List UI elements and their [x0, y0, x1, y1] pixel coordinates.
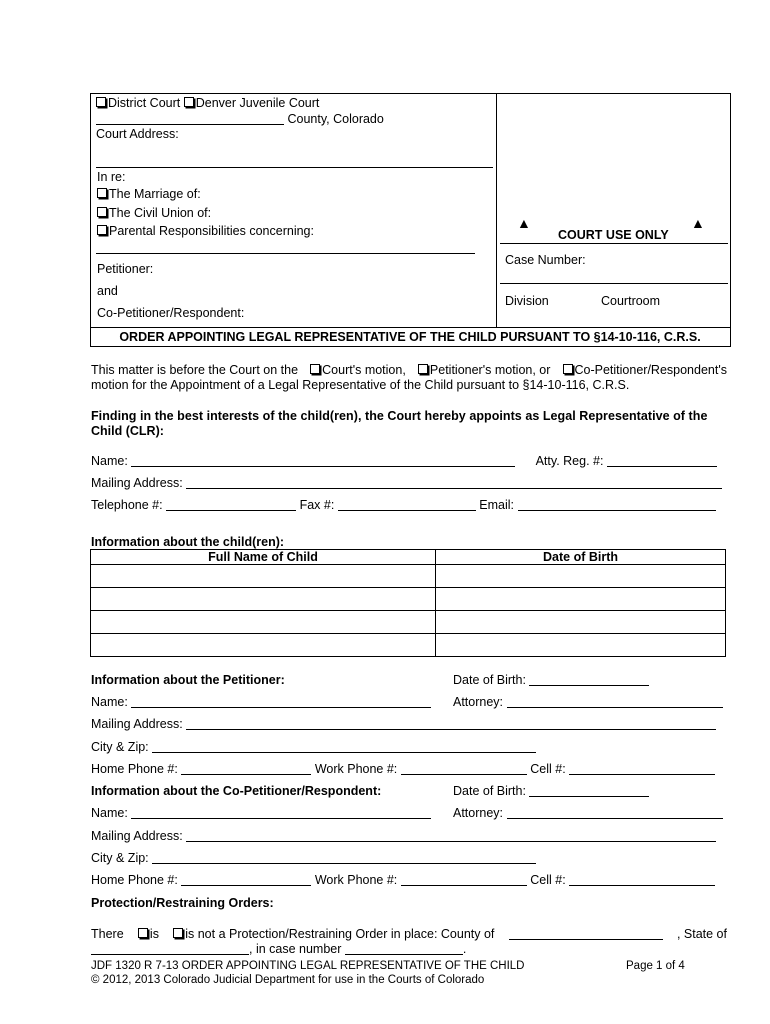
- court-type-options: [96, 96, 319, 110]
- is-label: is: [149, 927, 159, 941]
- petitioner-work-label: Work Phone #:: [314, 762, 398, 776]
- clr-contact-row: [91, 498, 727, 512]
- petitioner-dob-field[interactable]: [529, 673, 649, 686]
- marriage-option: [97, 187, 201, 201]
- co-petitioner-work-label: Work Phone #:: [314, 873, 398, 887]
- child-name-cell[interactable]: [91, 588, 436, 611]
- district-court-checkbox[interactable]: [96, 97, 106, 107]
- clr-name-label: Name:: [91, 454, 128, 468]
- clr-mailing-row: [91, 476, 727, 490]
- court-use-rule: [500, 243, 728, 244]
- petitioner-home-field[interactable]: [181, 762, 311, 775]
- petitioner-city-row: [91, 740, 536, 754]
- denver-juvenile-checkbox[interactable]: [184, 97, 194, 107]
- co-petitioner-phones-row: [91, 873, 727, 887]
- finding-line-1: Finding in the best interests of the child(ren), the Court hereby appoints as Legal Representative of the: [91, 409, 708, 423]
- petitioner-attorney-row: [453, 695, 723, 709]
- petitioners-motion-checkbox[interactable]: [418, 364, 428, 374]
- petitioner-city-label: City & Zip:: [91, 740, 149, 754]
- petitioner-mailing-row: [91, 717, 716, 731]
- civil-union-label: The Civil Union of:: [109, 206, 212, 220]
- col-full-name: Full Name of Child: [91, 550, 436, 565]
- parties-rule: [96, 253, 475, 254]
- petitioner-cell-label: Cell #:: [530, 762, 566, 776]
- district-court-label: District Court: [108, 96, 181, 110]
- courts-motion-checkbox[interactable]: [310, 364, 320, 374]
- clr-fax-label: Fax #:: [299, 498, 335, 512]
- county-field[interactable]: [96, 112, 284, 125]
- court-address-label: Court Address:: [96, 127, 179, 141]
- denver-juvenile-label: Denver Juvenile Court: [195, 96, 320, 110]
- clr-fax-field[interactable]: [338, 498, 476, 511]
- form-title: ORDER APPOINTING LEGAL REPRESENTATIVE OF THE CHILD PURSUANT TO §14-10-116, C.R.S.: [119, 330, 701, 344]
- in-case-number-label: , in case number: [249, 942, 342, 956]
- petitioner-home-label: Home Phone #:: [91, 762, 178, 776]
- protection-line-2: [91, 942, 727, 956]
- intro-line-2: motion for the Appointment of a Legal Representative of the Child pursuant to §14-10-116, C.R.S.: [91, 378, 630, 392]
- caption-bottom-rule: [90, 327, 730, 328]
- protection-there: There: [91, 927, 124, 941]
- co-petitioner-city-row: [91, 851, 536, 865]
- case-number-rule: [500, 283, 728, 284]
- and-label: and: [97, 284, 118, 298]
- co-petitioner-attorney-field[interactable]: [507, 806, 723, 819]
- co-petitioners-motion-checkbox[interactable]: [563, 364, 573, 374]
- clr-name-row: [91, 454, 727, 468]
- table-row: [91, 565, 726, 588]
- case-number-label[interactable]: Case Number:: [505, 253, 586, 267]
- is-not-checkbox[interactable]: [173, 928, 183, 938]
- petitioner-attorney-field[interactable]: [507, 695, 723, 708]
- courts-motion-label: Court's motion,: [322, 363, 406, 377]
- co-petitioner-name-field[interactable]: [131, 806, 431, 819]
- child-dob-cell[interactable]: [436, 634, 726, 657]
- petitioner-cell-field[interactable]: [569, 762, 715, 775]
- petitioner-phones-row: [91, 762, 727, 776]
- atty-reg-label: Atty. Reg. #:: [535, 454, 604, 468]
- child-name-cell[interactable]: [91, 611, 436, 634]
- protection-heading: Protection/Restraining Orders:: [91, 896, 274, 910]
- petitioner-label: Petitioner:: [97, 262, 154, 276]
- is-not-label: is not a Protection/Restraining Order in place: County of: [185, 927, 495, 941]
- caption-divider: [496, 93, 497, 327]
- protection-period: .: [462, 942, 467, 956]
- co-petitioner-home-label: Home Phone #:: [91, 873, 178, 887]
- child-dob-cell[interactable]: [436, 588, 726, 611]
- petitioner-city-field[interactable]: [152, 740, 536, 753]
- clr-email-field[interactable]: [518, 498, 716, 511]
- parental-option: [97, 224, 314, 238]
- co-petitioner-name-label: Name:: [91, 806, 128, 820]
- co-petitioner-cell-label: Cell #:: [530, 873, 566, 887]
- civil-union-option: [97, 206, 211, 220]
- clr-mailing-field[interactable]: [186, 476, 722, 489]
- finding-line-2: Child (CLR):: [91, 424, 164, 438]
- petitioner-name-label: Name:: [91, 695, 128, 709]
- petitioner-name-row: [91, 695, 431, 709]
- courtroom-label[interactable]: Courtroom: [601, 294, 661, 308]
- state-of-label: , State of: [676, 927, 727, 941]
- clr-mailing-label: Mailing Address:: [91, 476, 183, 490]
- petitioner-dob-row: [453, 673, 649, 687]
- intro-before: This matter is before the Court on the: [91, 363, 299, 377]
- clr-telephone-field[interactable]: [166, 498, 296, 511]
- co-petitioner-dob-field[interactable]: [529, 784, 649, 797]
- petitioner-heading: Information about the Petitioner:: [91, 673, 285, 687]
- footer-page-number: Page 1 of 4: [626, 960, 685, 972]
- is-checkbox[interactable]: [138, 928, 148, 938]
- co-petitioner-city-field[interactable]: [152, 851, 536, 864]
- county-line: [96, 112, 384, 126]
- table-row: [91, 588, 726, 611]
- division-label[interactable]: Division: [505, 294, 549, 308]
- child-name-cell[interactable]: [91, 565, 436, 588]
- child-dob-cell[interactable]: [436, 565, 726, 588]
- co-petitioner-name-row: [91, 806, 431, 820]
- footer-form-id: JDF 1320 R 7-13 ORDER APPOINTING LEGAL REPRESENTATIVE OF THE CHILD: [91, 960, 525, 972]
- petitioner-mailing-label: Mailing Address:: [91, 717, 183, 731]
- co-petitioner-mailing-field[interactable]: [186, 829, 716, 842]
- in-re-label: In re:: [97, 170, 126, 184]
- co-petitioner-city-label: City & Zip:: [91, 851, 149, 865]
- clr-name-field[interactable]: [131, 454, 515, 467]
- co-petitioner-home-field[interactable]: [181, 873, 311, 886]
- protection-state-field[interactable]: [91, 942, 249, 955]
- parental-checkbox[interactable]: [97, 225, 107, 235]
- co-petitioner-cell-field[interactable]: [569, 873, 715, 886]
- co-petitioners-motion-label: Co-Petitioner/Respondent's: [574, 363, 727, 377]
- table-row: [91, 611, 726, 634]
- marriage-checkbox[interactable]: [97, 188, 107, 198]
- co-petitioner-mailing-label: Mailing Address:: [91, 829, 183, 843]
- co-petitioner-mailing-row: [91, 829, 716, 843]
- court-address-rule: [96, 167, 493, 168]
- protection-line-1: [91, 927, 727, 941]
- petitioner-dob-label: Date of Birth:: [453, 673, 526, 687]
- co-petitioner-heading: Information about the Co-Petitioner/Respondent:: [91, 784, 382, 798]
- child-dob-cell[interactable]: [436, 611, 726, 634]
- protection-case-number-field[interactable]: [345, 942, 463, 955]
- petitioners-motion-label: Petitioner's motion, or: [429, 363, 551, 377]
- co-petitioner-dob-row: [453, 784, 649, 798]
- parental-label: Parental Responsibilities concerning:: [109, 224, 314, 238]
- court-use-only: COURT USE ONLY: [558, 228, 669, 242]
- children-table: [90, 549, 726, 657]
- protection-county-field[interactable]: [509, 927, 663, 940]
- co-petitioner-attorney-label: Attorney:: [453, 806, 504, 820]
- footer-copyright: © 2012, 2013 Colorado Judicial Department for use in the Courts of Colorado: [91, 974, 485, 986]
- county-suffix: County, Colorado: [287, 112, 384, 126]
- up-arrow-icon: ▲: [691, 215, 705, 231]
- petitioner-work-field[interactable]: [401, 762, 527, 775]
- table-row: [91, 634, 726, 657]
- marriage-label: The Marriage of:: [109, 187, 201, 201]
- atty-reg-field[interactable]: [607, 454, 717, 467]
- up-arrow-icon: ▲: [517, 215, 531, 231]
- co-petitioner-attorney-row: [453, 806, 723, 820]
- petitioner-mailing-field[interactable]: [186, 717, 716, 730]
- clr-telephone-label: Telephone #:: [91, 498, 163, 512]
- child-name-cell[interactable]: [91, 634, 436, 657]
- children-heading: Information about the child(ren):: [91, 535, 285, 549]
- petitioner-attorney-label: Attorney:: [453, 695, 504, 709]
- petitioner-name-field[interactable]: [131, 695, 431, 708]
- co-petitioner-label: Co-Petitioner/Respondent:: [97, 306, 245, 320]
- intro-line-1: [91, 363, 727, 377]
- col-date-of-birth: Date of Birth: [436, 550, 726, 565]
- co-petitioner-work-field[interactable]: [401, 873, 527, 886]
- clr-email-label: Email:: [479, 498, 515, 512]
- civil-union-checkbox[interactable]: [97, 207, 107, 217]
- co-petitioner-dob-label: Date of Birth:: [453, 784, 526, 798]
